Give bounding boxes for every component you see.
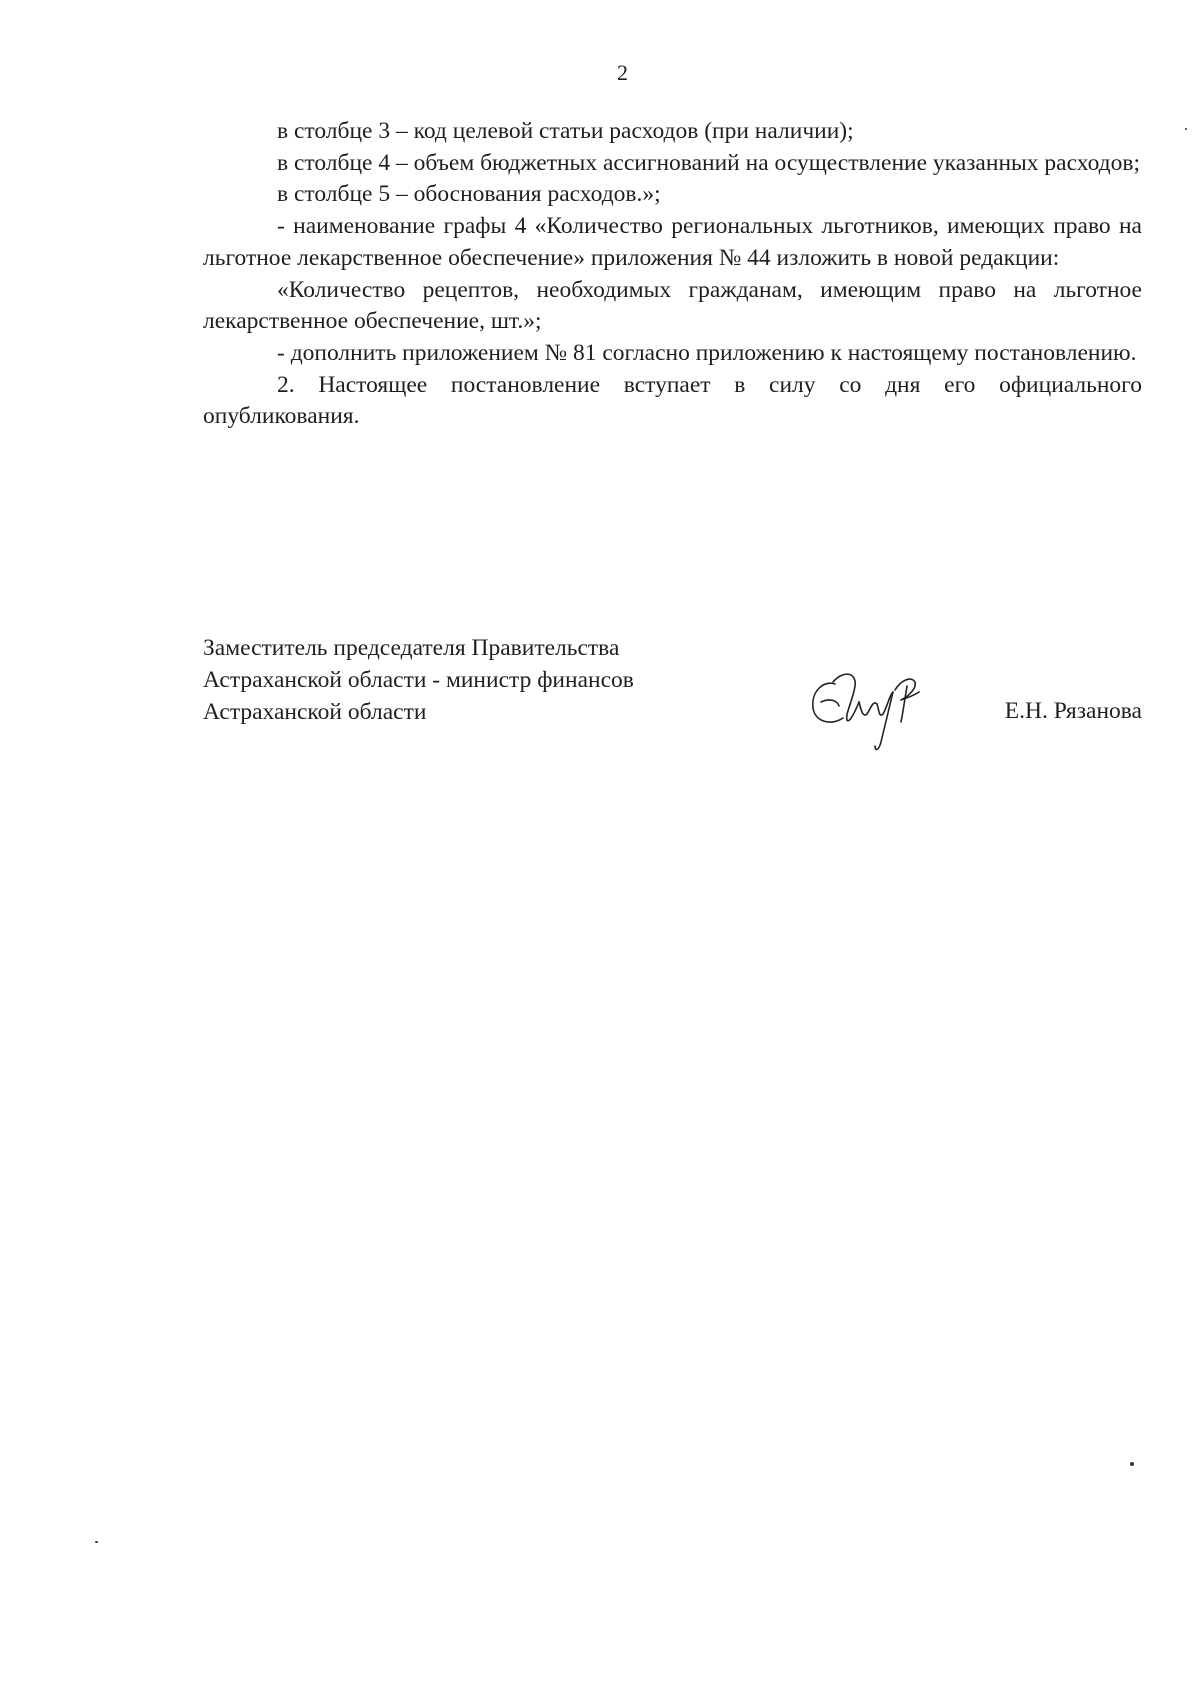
paragraph-effective-date: 2. Настоящее постановление вступает в силу со дня его официального опубликования.: [203, 371, 1142, 430]
signer-title: [203, 632, 634, 728]
signer-title-line: Астраханской области: [203, 699, 427, 725]
signer-name: Е.Н. Рязанова: [1004, 698, 1142, 724]
handwritten-signature: [803, 662, 933, 757]
document-body: [203, 116, 1142, 433]
signer-title-line: Астраханской области - министр финансов: [203, 667, 634, 693]
paragraph-column-5: в столбце 5 – обоснования расходов.»;: [277, 181, 661, 208]
paragraph-graph-4-name: - наименование графы 4 «Количество региональных льготников, имеющих право на льготное лекарственное обеспечение» приложения № 44 изложить в новой редакции:: [203, 213, 1142, 271]
scan-speck: [95, 1541, 98, 1543]
paragraph-column-3: в столбце 3 – код целевой статьи расходов (при наличии);: [277, 118, 854, 144]
paragraph-column-4: в столбце 4 – объем бюджетных ассигнований на осуществление указанных расходов;: [277, 149, 1140, 176]
signature-block: [203, 632, 1142, 772]
scan-speck: [1130, 1462, 1134, 1466]
scan-speck: [1185, 128, 1187, 130]
paragraph-new-wording: «Количество рецептов, необходимых гражданам, имеющим право на льготное лекарственное обеспечение, шт.»;: [203, 276, 1142, 335]
page-number: 2: [617, 60, 628, 85]
signer-title-line: Заместитель председателя Правительства: [203, 635, 620, 661]
paragraph-appendix-81: - дополнить приложением № 81 согласно приложению к настоящему постановлению.: [277, 339, 1137, 366]
